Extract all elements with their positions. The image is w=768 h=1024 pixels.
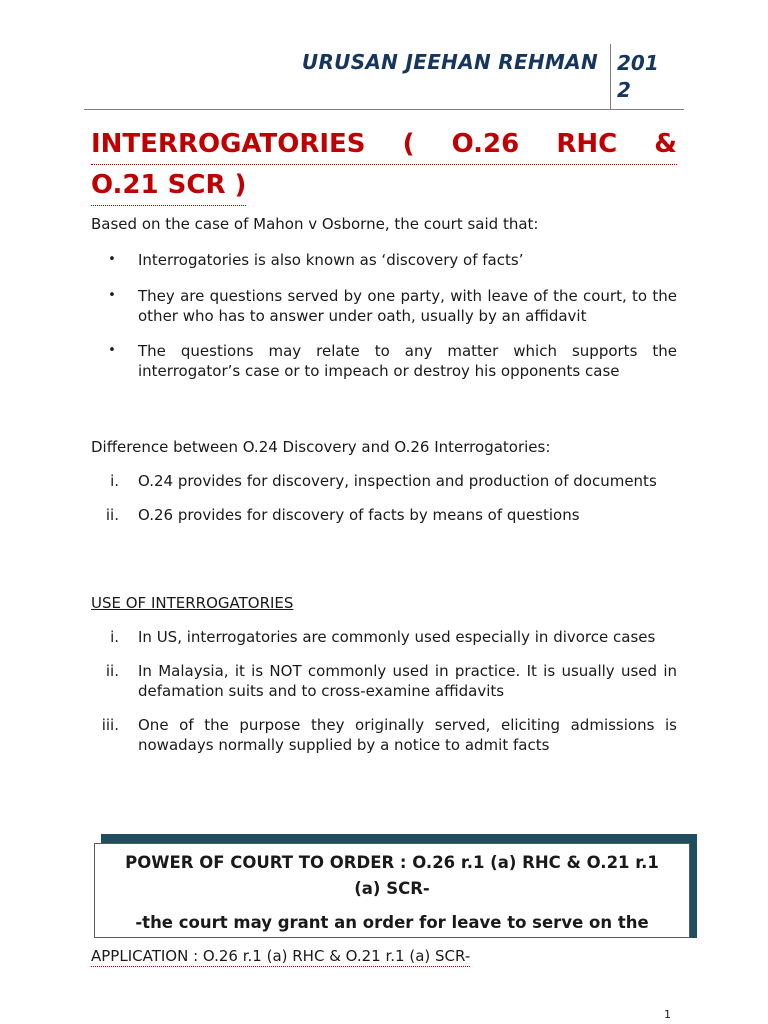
list-item-text: O.26 provides for discovery of facts by means of questions [138, 505, 580, 524]
power-of-court-box [94, 843, 690, 938]
list-item [91, 715, 677, 756]
list-marker: iii. [101, 715, 119, 734]
bullet-list [91, 250, 677, 382]
year-line-1: 201 [617, 51, 659, 75]
bullet-marker: • [108, 342, 116, 358]
list-item [91, 250, 677, 271]
list-item [91, 627, 677, 648]
year-line-2: 2 [617, 78, 631, 102]
page-title [91, 124, 677, 206]
title-word: O.26 [451, 129, 520, 159]
document-year [617, 50, 677, 104]
use-heading: USE OF INTERROGATORIES [91, 594, 294, 612]
title-word: INTERROGATORIES [91, 129, 366, 159]
list-marker: ii. [105, 661, 119, 680]
bullet-marker: • [108, 287, 116, 303]
list-item [91, 505, 677, 526]
list-item-text: Interrogatories is also known as ‘discovery of facts’ [138, 251, 524, 269]
title-word: & [654, 129, 677, 159]
power-box-title: POWER OF COURT TO ORDER : O.26 r.1 (a) RHC & O.21 r.1 (a) SCR- [125, 853, 659, 898]
page-number: 1 [664, 1008, 671, 1021]
list-marker: i. [110, 628, 119, 646]
application-heading: APPLICATION : O.26 r.1 (a) RHC & O.21 r.1 (a) SCR- [91, 947, 471, 965]
document-author: URUSAN JEEHAN REHMAN [301, 50, 598, 74]
list-item [91, 471, 677, 492]
title-line-1 [91, 124, 677, 165]
list-item-text: They are questions served by one party, with leave of the court, to the other who has to answer under oath, usually by an affidavit [138, 286, 677, 325]
header-divider-horizontal [84, 109, 684, 110]
list-marker: i. [110, 472, 119, 490]
difference-intro: Difference between O.24 Discovery and O.26 Interrogatories: [91, 438, 551, 456]
list-item-text: In Malaysia, it is NOT commonly used in practice. It is usually used in defamation suits and to cross-examine affidavits [138, 661, 677, 700]
use-list [91, 627, 677, 756]
list-item-text: In US, interrogatories are commonly used especially in divorce cases [138, 628, 656, 646]
list-item-text: The questions may relate to any matter which supports the interrogator’s case or to impeach or destroy his opponents case [138, 341, 677, 380]
list-item-text: O.24 provides for discovery, inspection and production of documents [138, 472, 657, 490]
list-item [91, 341, 677, 382]
title-line-2: O.21 SCR ) [91, 165, 246, 206]
list-marker: ii. [105, 505, 119, 524]
list-item [91, 661, 677, 702]
title-word: ( [402, 129, 415, 159]
header-divider-vertical [610, 44, 611, 110]
power-box-subtitle: -the court may grant an order for leave to serve on the [135, 913, 649, 932]
bullet-marker: • [108, 252, 116, 267]
difference-list [91, 471, 677, 525]
title-word: RHC [556, 129, 618, 159]
list-item-text: One of the purpose they originally served, eliciting admissions is nowadays normally supplied by a notice to admit facts [138, 715, 677, 754]
list-item [91, 286, 677, 327]
intro-paragraph: Based on the case of Mahon v Osborne, the court said that: [91, 215, 539, 233]
